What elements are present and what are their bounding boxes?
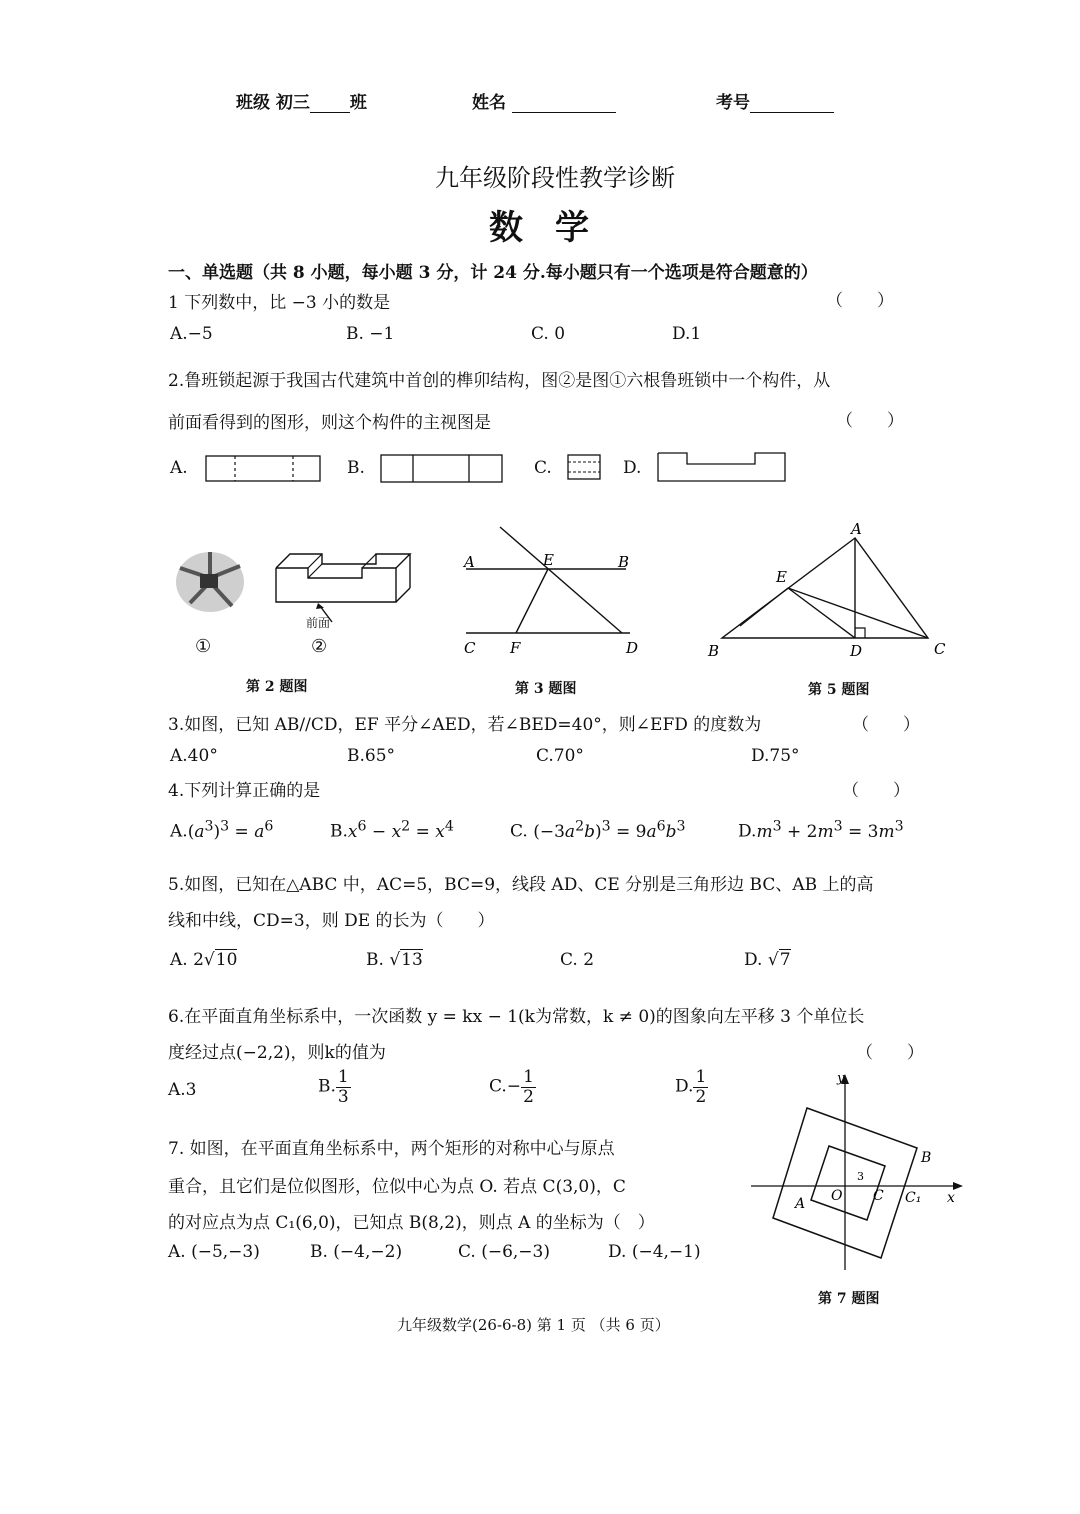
q4-option-c-prefix: C.: [510, 821, 528, 842]
name-label: 姓名: [472, 93, 506, 113]
q1-stem: 1 下列数中，比 −3 小的数是: [168, 293, 391, 313]
q2-fig1-label: ①: [195, 636, 212, 657]
q7-label-A: A: [795, 1196, 806, 1212]
id-field: [716, 88, 834, 113]
q4-option-d-prefix: D.: [738, 821, 757, 842]
q1-option-d: D.1: [672, 324, 702, 344]
q7-line2: 重合，且它们是位似图形，位似中心为点 O. 若点 C(3,0)，C: [168, 1177, 626, 1197]
q5-option-b-radicand: 13: [401, 950, 423, 970]
q2-option-a: A.: [170, 458, 188, 478]
q5-option-c: C. 2: [560, 950, 595, 970]
q3-label-A: A: [464, 553, 475, 571]
exam-title: 九年级阶段性教学诊断: [435, 164, 675, 192]
q4-option-d: [738, 818, 904, 842]
q6-option-d-num: 1: [695, 1067, 707, 1087]
q7-option-b: B. (−4,−2): [310, 1242, 403, 1262]
q5-option-b-prefix: B.: [366, 950, 390, 970]
q3-option-a: A.40°: [170, 746, 218, 766]
q5-label-E: E: [776, 568, 787, 586]
q3-label-E: E: [543, 551, 554, 569]
q7-option-c: C. (−6,−3): [458, 1242, 550, 1262]
subject-title: 数学: [489, 208, 621, 248]
q2-option-b: B.: [347, 458, 365, 478]
q5-option-b: B. √13: [366, 950, 423, 970]
q7-line3: 的对应点为点 C₁(6,0)，已知点 B(8,2)，则点 A 的坐标为（ ）: [168, 1213, 655, 1233]
q1-option-a: A.−5: [170, 324, 213, 344]
q4-option-b: [330, 818, 454, 842]
q2-option-c-figure: [567, 454, 603, 482]
q4-option-c-expr: $(-3a^2b)^3 = 9a^6b^3$: [533, 818, 686, 842]
q6-option-b-num: 1: [337, 1067, 349, 1087]
q2-option-c: C.: [534, 458, 552, 478]
id-blank: [750, 112, 834, 113]
q5-line2: 线和中线，CD=3，则 DE 的长为（ ）: [168, 911, 495, 931]
q2-lock-photo: [170, 548, 250, 618]
q6-option-b: [318, 1068, 351, 1106]
q5-figure: [700, 520, 960, 665]
q3-option-d: D.75°: [751, 746, 800, 766]
class-blank: [310, 112, 350, 113]
q4-option-b-prefix: B.: [330, 821, 348, 842]
q1-paren: （ ）: [826, 291, 894, 311]
q3-stem: 3.如图，已知 AB//CD，EF 平分∠AED，若∠BED=40°，则∠EFD 的度数为: [168, 715, 762, 735]
q2-front-label: 前面: [306, 616, 331, 630]
q6-option-d-den: 2: [695, 1086, 707, 1107]
q5-caption: 第 5 题图: [808, 682, 870, 698]
section-heading: 一、单选题（共 8 小题，每小题 3 分，计 24 分.每小题只有一个选项是符合题意的）: [168, 263, 818, 283]
q6-option-b-den: 3: [337, 1086, 349, 1107]
q5-line1: 5.如图，已知在△ABC 中，AC=5，BC=9，线段 AD、CE 分别是三角形边 BC、AB 上的高: [168, 875, 874, 895]
q7-option-d: D. (−4,−1): [608, 1242, 701, 1262]
q1-option-b: B. −1: [346, 324, 395, 344]
name-field: [472, 88, 616, 113]
q4-stem: 4.下列计算正确的是: [168, 781, 321, 801]
q6-line1: 6.在平面直角坐标系中，一次函数 y = kx − 1(k为常数，k ≠ 0)的图象向左平移 3 个单位长: [168, 1007, 865, 1027]
q6-option-c-den: 2: [523, 1086, 534, 1107]
q5-label-D: D: [850, 642, 863, 660]
q3-caption: 第 3 题图: [515, 681, 577, 697]
q3-label-D: D: [626, 639, 639, 657]
q5-option-d-prefix: D.: [744, 950, 768, 970]
q7-line1: 7. 如图，在平面直角坐标系中，两个矩形的对称中心与原点: [168, 1139, 615, 1159]
q4-option-c: [510, 818, 686, 842]
q5-option-d: D. √7: [744, 950, 791, 970]
q2-line2: 前面看得到的图形，则这个构件的主视图是: [168, 413, 491, 433]
q4-option-d-expr: $m^3 + 2m^3 = 3m^3$: [756, 818, 904, 842]
page-footer: 九年级数学(26-6-8) 第 1 页 （共 6 页）: [397, 1316, 670, 1334]
q4-paren: （ ）: [842, 781, 910, 801]
class-value: 初三: [275, 93, 310, 113]
q3-label-B: B: [618, 553, 630, 571]
q5-label-C: C: [934, 640, 946, 658]
class-label: 班级: [236, 93, 270, 113]
q7-label-C: C: [873, 1188, 884, 1204]
class-suffix: 班: [349, 93, 367, 113]
q7-caption: 第 7 题图: [818, 1291, 880, 1307]
q6-option-a: A.3: [168, 1080, 197, 1100]
q2-line1: 2.鲁班锁起源于我国古代建筑中首创的榫卯结构，图②是图①六根鲁班锁中一个构件，从: [168, 371, 831, 391]
q7-figure: [745, 1070, 970, 1280]
q5-label-A: A: [851, 520, 862, 538]
q5-option-a-prefix: A. 2: [170, 950, 204, 970]
q2-option-a-figure: [205, 455, 325, 483]
q4-option-a-prefix: A.: [170, 821, 188, 842]
q5-option-a: A. 2√10: [170, 950, 238, 970]
q2-option-d: D.: [623, 458, 642, 478]
q2-caption: 第 2 题图: [246, 679, 308, 695]
q5-label-B: B: [708, 642, 720, 660]
q4-option-a: [170, 818, 273, 842]
q6-option-c-prefix: C.−: [489, 1076, 522, 1097]
q7-label-x: x: [947, 1190, 955, 1206]
id-label: 考号: [716, 93, 750, 113]
q6-line2: 度经过点(−2,2)，则k的值为: [168, 1043, 386, 1063]
q5-option-a-radicand: 10: [215, 950, 238, 970]
q6-option-d-prefix: D.: [675, 1076, 694, 1097]
q2-paren: （ ）: [836, 411, 904, 431]
q4-option-a-expr: $(a^3)^3 = a^6$: [187, 818, 274, 842]
q3-label-F: F: [510, 639, 521, 657]
q3-figure: [460, 525, 650, 660]
q2-option-b-figure: [380, 454, 506, 484]
q7-label-O: O: [831, 1188, 843, 1204]
q3-paren: （ ）: [852, 715, 920, 735]
q6-option-d: [675, 1068, 708, 1106]
q6-paren: （ ）: [856, 1043, 924, 1063]
q2-option-d-figure: [657, 452, 789, 484]
q7-label-C1: C₁: [905, 1190, 922, 1206]
q3-option-b: B.65°: [347, 746, 396, 766]
class-field: [236, 88, 367, 113]
q6-option-c: [489, 1068, 536, 1106]
q7-label-B: B: [921, 1150, 932, 1166]
q7-option-a: A. (−5,−3): [168, 1242, 260, 1262]
q3-label-C: C: [464, 639, 476, 657]
q7-label-y: y: [837, 1071, 845, 1086]
q2-fig2-label: ②: [311, 636, 328, 657]
q3-option-c: C.70°: [536, 746, 584, 766]
q2-component-3d: [270, 540, 420, 630]
q5-option-d-radicand: 7: [779, 950, 791, 970]
q7-label-three: 3: [857, 1170, 864, 1183]
q1-option-c: C. 0: [531, 324, 566, 344]
q6-option-b-prefix: B.: [318, 1076, 336, 1097]
q4-option-b-expr: $x^6 - x^2 = x^4$: [347, 818, 454, 842]
name-blank: [512, 112, 616, 113]
q6-option-c-num: 1: [523, 1067, 534, 1087]
